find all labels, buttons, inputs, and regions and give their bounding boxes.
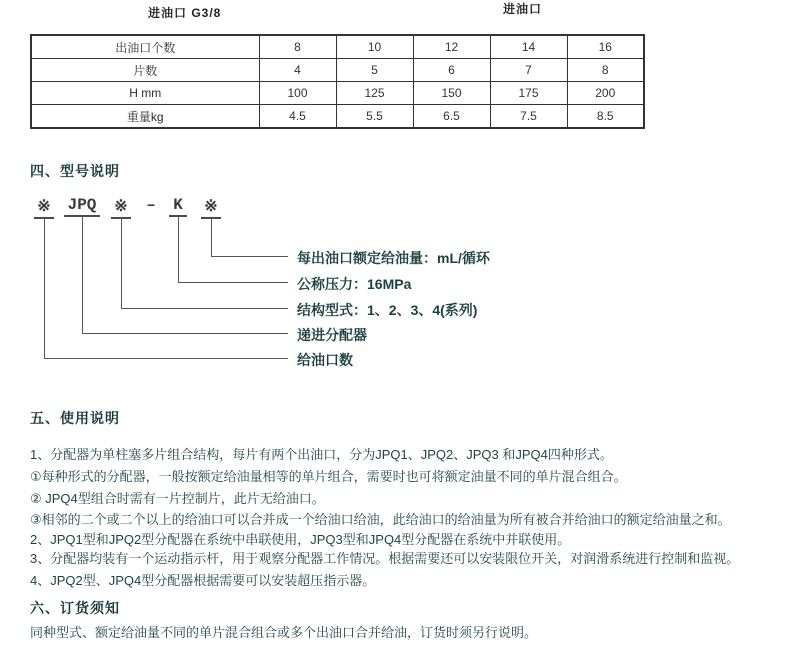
section-heading-model: 四、型号说明 bbox=[30, 163, 120, 179]
inlet-port-label-right: 进油口 bbox=[503, 2, 543, 16]
leader-hline-distributor bbox=[82, 333, 288, 334]
model-code-row bbox=[0, 196, 800, 218]
model-token-series-jpq: JPQ bbox=[64, 196, 100, 217]
usage-item-3: 3、分配器均装有一个运动指示杆，用于观察分配器工作情况。根据需要还可以安装限位开关，对润滑系统进行控制和监视。 bbox=[30, 551, 740, 566]
table-row bbox=[31, 82, 644, 105]
table-cell: 5 bbox=[336, 59, 413, 82]
table-cell: 8.5 bbox=[567, 105, 644, 129]
table-cell: 8 bbox=[259, 35, 336, 59]
table-cell: 8 bbox=[567, 59, 644, 82]
leader-hline-pressure bbox=[178, 282, 288, 283]
table-cell: 10 bbox=[336, 35, 413, 59]
usage-item-1a: ①每种形式的分配器，一般按额定给油量相等的单片组合，需要时也可将额定油量不同的单片混合组合。 bbox=[30, 469, 627, 484]
table-cell: 6.5 bbox=[413, 105, 490, 129]
table-cell: 6 bbox=[413, 59, 490, 82]
row-label-weight: 重量kg bbox=[31, 105, 259, 129]
inlet-port-label-left: 进油口 G3/8 bbox=[148, 6, 222, 20]
table-cell: 7 bbox=[490, 59, 567, 82]
table-row bbox=[31, 59, 644, 82]
leader-hline-feed-count bbox=[44, 358, 288, 359]
leader-vline-feed-count bbox=[44, 217, 45, 358]
table-cell: 125 bbox=[336, 82, 413, 105]
table-cell: 16 bbox=[567, 35, 644, 59]
table-cell: 14 bbox=[490, 35, 567, 59]
table-cell: 100 bbox=[259, 82, 336, 105]
usage-item-1: 1、分配器为单柱塞多片组合结构，每片有两个出油口，分为JPQ1、JPQ2、JPQ3 和JPQ4四种形式。 bbox=[30, 447, 613, 462]
model-token-pressure-k: K bbox=[169, 196, 187, 217]
model-token-dash: – bbox=[146, 196, 156, 214]
usage-item-1b: ② JPQ4型组合时需有一片控制片，此片无给油口。 bbox=[30, 491, 325, 506]
legend-structure: 结构型式：1、2、3、4(系列) bbox=[297, 302, 478, 318]
model-token-structure: ※ bbox=[111, 196, 131, 219]
row-label-outlet-count: 出油口个数 bbox=[31, 35, 259, 59]
ordering-item-1: 同种型式、额定给油量不同的单片混合组合或多个出油口合并给油，订货时须另行说明。 bbox=[30, 625, 538, 640]
model-token-feed-count: ※ bbox=[34, 196, 54, 219]
legend-feed-count: 给油口数 bbox=[297, 352, 353, 368]
model-token-oil-rate: ※ bbox=[201, 196, 221, 219]
table-row bbox=[31, 35, 644, 59]
table-cell: 150 bbox=[413, 82, 490, 105]
table-cell: 4 bbox=[259, 59, 336, 82]
usage-item-4: 4、JPQ2型、JPQ4型分配器根据需要可以安装超压指示器。 bbox=[30, 573, 376, 588]
table-cell: 7.5 bbox=[490, 105, 567, 129]
table-cell: 175 bbox=[490, 82, 567, 105]
legend-distributor: 递进分配器 bbox=[297, 327, 367, 343]
table-cell: 5.5 bbox=[336, 105, 413, 129]
legend-pressure: 公称压力：16MPa bbox=[297, 276, 412, 292]
leader-vline-structure bbox=[121, 217, 122, 308]
usage-item-2: 2、JPQ1型和JPQ2型分配器在系统中串联使用，JPQ3型和JPQ4型分配器在系统中并联使用。 bbox=[30, 532, 571, 547]
leader-hline-structure bbox=[121, 308, 288, 309]
leader-vline-distributor bbox=[82, 217, 83, 333]
table-row bbox=[31, 105, 644, 129]
table-cell: 4.5 bbox=[259, 105, 336, 129]
leader-vline-pressure bbox=[178, 217, 179, 282]
table-cell: 200 bbox=[567, 82, 644, 105]
section-heading-usage: 五、使用说明 bbox=[30, 410, 120, 426]
section-heading-ordering: 六、订货须知 bbox=[30, 600, 120, 616]
leader-vline-oil-rate bbox=[211, 217, 212, 256]
usage-item-1c: ③相邻的二个或二个以上的给油口可以合并成一个给油口给油，此给油口的给油量为所有被合并给油口的额定给油量之和。 bbox=[30, 512, 731, 527]
table-cell: 12 bbox=[413, 35, 490, 59]
row-label-height: H mm bbox=[31, 82, 259, 105]
legend-oil-rate: 每出油口额定给油量：mL/循环 bbox=[297, 250, 490, 266]
spec-table bbox=[30, 34, 645, 129]
row-label-piece-count: 片数 bbox=[31, 59, 259, 82]
leader-hline-oil-rate bbox=[211, 256, 288, 257]
